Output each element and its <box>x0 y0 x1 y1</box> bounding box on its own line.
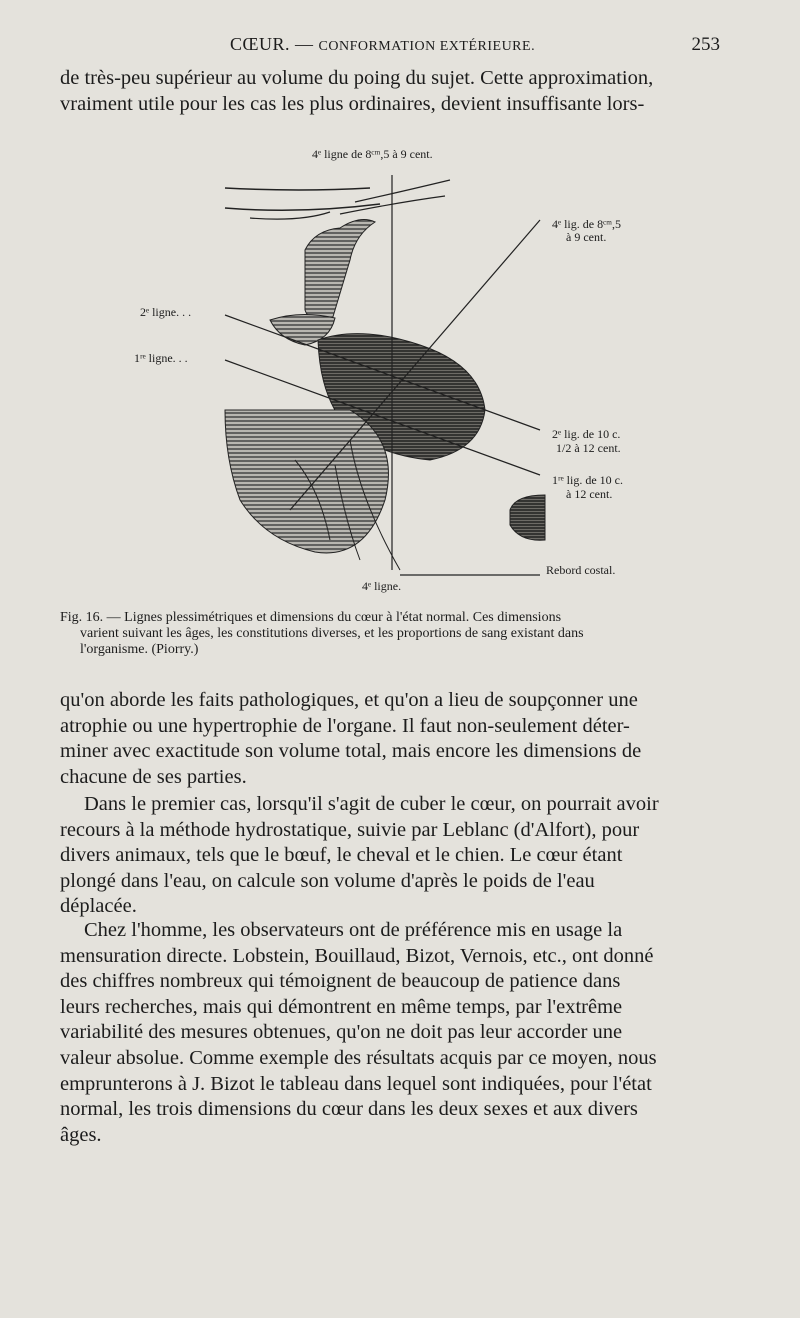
text-line: normal, les trois dimensions du cœur dans les deux sexes et aux divers <box>60 1098 638 1121</box>
text-line: valeur absolue. Comme exemple des résultats acquis par ce moyen, nous <box>60 1046 657 1069</box>
text-line: déplacée. <box>60 895 137 918</box>
page-number: 253 <box>691 34 720 55</box>
text-line: miner avec exactitude son volume total, mais encore les dimensions de <box>60 740 642 763</box>
running-title <box>230 34 535 55</box>
label-top-4th-line: 4ᵉ ligne de 8ᶜᵐ,5 à 9 cent. <box>312 147 433 161</box>
caption-line: varient suivant les âges, les constitutions diverses, et les proportions de sang existant dans <box>80 626 584 641</box>
text-line: mensuration directe. Lobstein, Bouillaud, Bizot, Vernois, etc., ont donné <box>60 944 654 967</box>
running-title-separator: — <box>290 34 319 54</box>
label-1st-line: 1ʳᵉ ligne. . . <box>134 351 188 365</box>
heart-illustration <box>100 140 720 610</box>
text-line: atrophie ou une hypertrophie de l'organe. Il faut non-seulement déter- <box>60 714 630 737</box>
figure-caption <box>60 610 722 658</box>
running-header <box>60 34 720 60</box>
text-line: chacune de ses parties. <box>60 765 247 788</box>
label-right-4th-line: 4ᵉ lig. de 8ᶜᵐ,5 <box>552 217 622 231</box>
label-right-2nd-line: 2ᵉ lig. de 10 c. <box>552 427 621 441</box>
text-line: vraiment utile pour les cas les plus ordinaires, devient insuffisante lors- <box>60 92 645 115</box>
caption-line: l'organisme. (Piorry.) <box>80 642 199 657</box>
text-line: de très-peu supérieur au volume du poing du sujet. Cette approximation, <box>60 67 654 89</box>
text-line: plongé dans l'eau, on calcule son volume d'après le poids de l'eau <box>60 869 595 892</box>
text-line: divers animaux, tels que le bœuf, le cheval et le chien. Le cœur étant <box>60 844 623 867</box>
text-line: Dans le premier cas, lorsqu'il s'agit de cuber le cœur, on pourrait avoir <box>84 793 659 815</box>
label-right-1st-line: 1ʳᵉ lig. de 10 c. <box>552 473 624 487</box>
body-paragraph-3 <box>60 918 722 1148</box>
label-right-2nd-line-cont: 1/2 à 12 cent. <box>556 441 621 455</box>
intro-paragraph <box>60 66 722 117</box>
label-right-1st-line-cont: à 12 cent. <box>566 487 613 501</box>
body-paragraph-2 <box>60 792 722 920</box>
label-rebord-costal: Rebord costal. <box>546 563 616 577</box>
text-line: Chez l'homme, les observateurs ont de préférence mis en usage la <box>84 919 623 941</box>
label-bottom-4th-line: 4ᵉ ligne. <box>362 579 402 593</box>
running-title-main: CŒUR. <box>230 34 291 54</box>
text-line: variabilité des mesures obtenues, qu'on ne doit pas leur accorder une <box>60 1021 623 1044</box>
label-right-4th-line-cont: à 9 cent. <box>566 230 607 244</box>
running-title-sub: CONFORMATION EXTÉRIEURE. <box>318 39 536 54</box>
label-2nd-line: 2ᵉ ligne. . . <box>140 305 192 319</box>
figure-heart-diagram <box>100 140 720 610</box>
text-line: recours à la méthode hydrostatique, suivie par Leblanc (d'Alfort), pour <box>60 818 640 841</box>
body-paragraph-1 <box>60 688 722 790</box>
text-line: des chiffres nombreux qui témoignent de beaucoup de patience dans <box>60 970 621 993</box>
text-line: emprunterons à J. Bizot le tableau dans lequel sont indiquées, pour l'état <box>60 1072 652 1095</box>
text-line: leurs recherches, mais qui démontrent en même temps, par l'extrême <box>60 995 623 1018</box>
text-line: âges. <box>60 1123 102 1146</box>
caption-line: Fig. 16. — Lignes plessimétriques et dimensions du cœur à l'état normal. Ces dimensions <box>60 610 562 625</box>
text-line: qu'on aborde les faits pathologiques, et qu'on a lieu de soupçonner une <box>60 689 638 711</box>
